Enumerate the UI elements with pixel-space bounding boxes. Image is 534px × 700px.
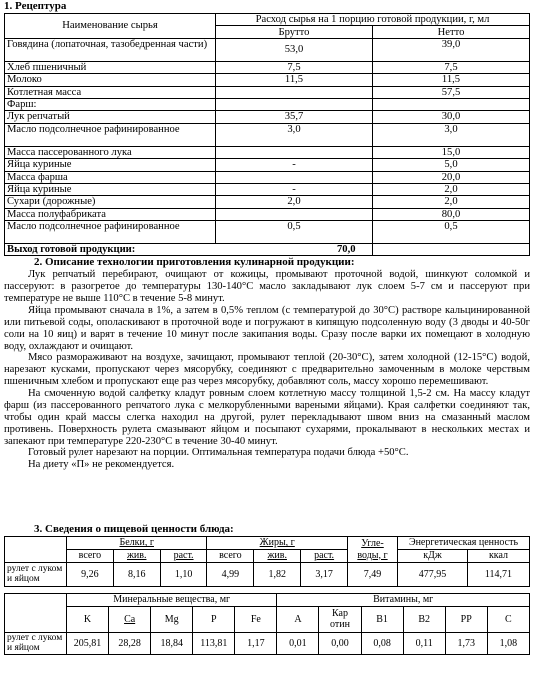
value-cell: 3,17 [301, 562, 348, 586]
value-cell: 8,16 [113, 562, 160, 586]
minerals-header: Минеральные вещества, мг [67, 593, 277, 606]
col-header-consumption: Расход сырья на 1 порцию готовой продукции, г, мл [216, 14, 530, 26]
value-cell: 114,71 [467, 562, 529, 586]
value-cell: 113,81 [193, 632, 235, 654]
value-cell: 1,10 [160, 562, 207, 586]
ingredient-brutto [216, 171, 373, 183]
vitamin-b1-header: B1 [361, 606, 403, 632]
ingredient-brutto: - [216, 159, 373, 171]
ingredient-netto: 7,5 [373, 61, 530, 73]
value-cell: 1,08 [487, 632, 529, 654]
ingredient-name: Масса пассерованного лука [5, 146, 216, 158]
output-label: Выход готовой продукции: [5, 244, 373, 256]
nutrition-title: 3. Сведения о пищевой ценности блюда: [34, 523, 234, 536]
fats-animal-header: жив. [254, 549, 301, 562]
mineral-fe-header: Fe [235, 606, 277, 632]
vitamin-c-header: C [487, 606, 529, 632]
tech-paragraph: На диету «П» не рекомендуется. [28, 459, 175, 471]
ingredient-name: Хлеб пшеничный [5, 61, 216, 73]
fats-total-header: всего [207, 549, 254, 562]
ingredient-brutto [216, 98, 373, 110]
ingredient-brutto: 53,0 [216, 38, 373, 61]
nutrition-table [4, 536, 530, 586]
tech-paragraph: Готовый рулет нарезают на порции. Оптимальная температура подачи блюда +50°С. [28, 447, 409, 459]
ingredient-brutto: 7,5 [216, 61, 373, 73]
fats-header: Жиры, г [207, 537, 348, 549]
dish-name: рулет с луком и яйцом [5, 562, 67, 586]
technology-text [4, 269, 530, 523]
value-cell: 0,00 [319, 632, 361, 654]
ingredient-netto: 3,0 [373, 123, 530, 146]
technology-title: 2. Описание технологии приготовления кулинарной продукции: [34, 256, 355, 269]
value-cell: 9,26 [67, 562, 114, 586]
ingredient-netto: 2,0 [373, 196, 530, 208]
vitamin-b2-header: B2 [403, 606, 445, 632]
ingredient-name: Говядина (лопаточная, тазобедренная части) [5, 38, 216, 61]
col-header-netto: Нетто [373, 26, 530, 38]
ingredient-netto: 57,5 [373, 86, 530, 98]
mineral-ca-header: Ca [109, 606, 151, 632]
mv-header-blank [5, 593, 67, 632]
proteins-animal-header: жив. [113, 549, 160, 562]
col-header-brutto: Брутто [216, 26, 373, 38]
proteins-header: Белки, г [67, 537, 207, 549]
ingredient-name: Масса полуфабриката [5, 208, 216, 220]
ingredient-brutto [216, 146, 373, 158]
ingredient-brutto [216, 208, 373, 220]
ingredient-name: Молоко [5, 74, 216, 86]
dish-name: рулет с луком и яйцом [5, 632, 67, 654]
value-cell: 1,17 [235, 632, 277, 654]
nut-header-blank [5, 537, 67, 562]
ingredient-netto: 5,0 [373, 159, 530, 171]
vitamin-pp-header: PP [445, 606, 487, 632]
ingredient-name: Котлетная масса [5, 86, 216, 98]
ingredient-brutto: - [216, 183, 373, 195]
mineral-p-header: P [193, 606, 235, 632]
vitamin-a-header: A [277, 606, 319, 632]
proteins-total-header: всего [67, 549, 114, 562]
energy-kj-header: кДж [397, 549, 467, 562]
value-cell: 477,95 [397, 562, 467, 586]
value-cell: 28,28 [109, 632, 151, 654]
fats-plant-header: раст. [301, 549, 348, 562]
tech-paragraph: Лук репчатый перебирают, очищают от кожицы, промывают проточной водой, шинкуют соломкой и пассеруют: в разогретое до температуры 130-140°С масло закладывают лук слоем 5-7 см и пассеруют при температуре не выше 110°С в течение 5-8 минут. [4, 269, 530, 305]
vitamins-header: Витамины, мг [277, 593, 530, 606]
ingredient-name: Сухари (дорожные) [5, 196, 216, 208]
mineral-k-header: K [67, 606, 109, 632]
ingredient-name: Масло подсолнечное рафинированное [5, 221, 216, 244]
value-cell: 18,84 [151, 632, 193, 654]
value-cell: 205,81 [67, 632, 109, 654]
ingredient-name: Яйца куриные [5, 183, 216, 195]
ingredient-name: Яйца куриные [5, 159, 216, 171]
ingredient-netto: 39,0 [373, 38, 530, 61]
tech-paragraph: Яйца промывают сначала в 1%, а затем в 0,5% теплом (с температурой до 30°С) растворе кальцинированной или питьевой соды, ополаскивают в проточной воде и погружают в кипящую подсоленную воду (3 дводы и 40-50г соли на 10 яиц) и варят в течение 10 минут после закипания воды. Сразу после варки их помещают в холодную воду, охлаждают и очищают. [4, 305, 530, 352]
value-cell: 1,82 [254, 562, 301, 586]
output-value: 70,0 [373, 244, 530, 256]
ingredient-netto: 2,0 [373, 183, 530, 195]
col-header-name: Наименование сырья [5, 14, 216, 39]
ingredient-brutto: 2,0 [216, 196, 373, 208]
ingredient-name: Фарш: [5, 98, 216, 110]
value-cell: 0,01 [277, 632, 319, 654]
ingredient-brutto [216, 86, 373, 98]
vitamin-carotene-header: Кар отин [319, 606, 361, 632]
value-cell: 7,49 [347, 562, 397, 586]
ingredient-brutto: 11,5 [216, 74, 373, 86]
ingredient-brutto: 35,7 [216, 111, 373, 123]
ingredient-name: Лук репчатый [5, 111, 216, 123]
ingredient-netto: 30,0 [373, 111, 530, 123]
energy-header: Энергетическая ценность [397, 537, 529, 549]
ingredient-netto: 80,0 [373, 208, 530, 220]
recipe-table [4, 13, 530, 256]
ingredient-brutto: 3,0 [216, 123, 373, 146]
value-cell: 1,73 [445, 632, 487, 654]
ingredient-netto: 15,0 [373, 146, 530, 158]
recipe-title: 1. Рецептура [4, 0, 67, 12]
value-cell: 0,08 [361, 632, 403, 654]
value-cell: 0,11 [403, 632, 445, 654]
minerals-vitamins-table [4, 593, 530, 655]
carbs-header: Угле-воды, г [347, 537, 397, 562]
ingredient-name: Масло подсолнечное рафинированное [5, 123, 216, 146]
tech-paragraph: Мясо размораживают на воздухе, зачищают, промывают теплой (20-30°С), затем холодной (12-15°С) водой, нарезают кусками, пропускают через мясорубку, соединяют с предварительно замоченным в молоке черствым пшеничным хлебом и пропускают еще раз через мясорубку, добавляют соль, массу хорошо перемешивают. [4, 352, 530, 388]
tech-paragraph: На смоченную водой салфетку кладут ровным слоем котлетную массу толщиной 1,5-2 см. На массу кладут фарш (из пассерованного репчатого лука с мелкорубленными вареными яйцами). Края салфетки соединяют так, чтобы один край массы слегка находил на другой, рулет перекладывают швом вниз на смазанный маслом противень. Поверхность рулета смазывают яйцом и посыпают сухарями, прокалывают в нескольких местах и запекают при температуре 220-230°С в течение 30-40 минут. [4, 388, 530, 447]
ingredient-netto: 20,0 [373, 171, 530, 183]
ingredient-brutto: 0,5 [216, 221, 373, 244]
ingredient-name: Масса фарша [5, 171, 216, 183]
energy-kcal-header: ккал [467, 549, 529, 562]
ingredient-netto [373, 98, 530, 110]
value-cell: 4,99 [207, 562, 254, 586]
proteins-plant-header: раст. [160, 549, 207, 562]
ingredient-netto: 11,5 [373, 74, 530, 86]
ingredient-netto: 0,5 [373, 221, 530, 244]
mineral-mg-header: Mg [151, 606, 193, 632]
